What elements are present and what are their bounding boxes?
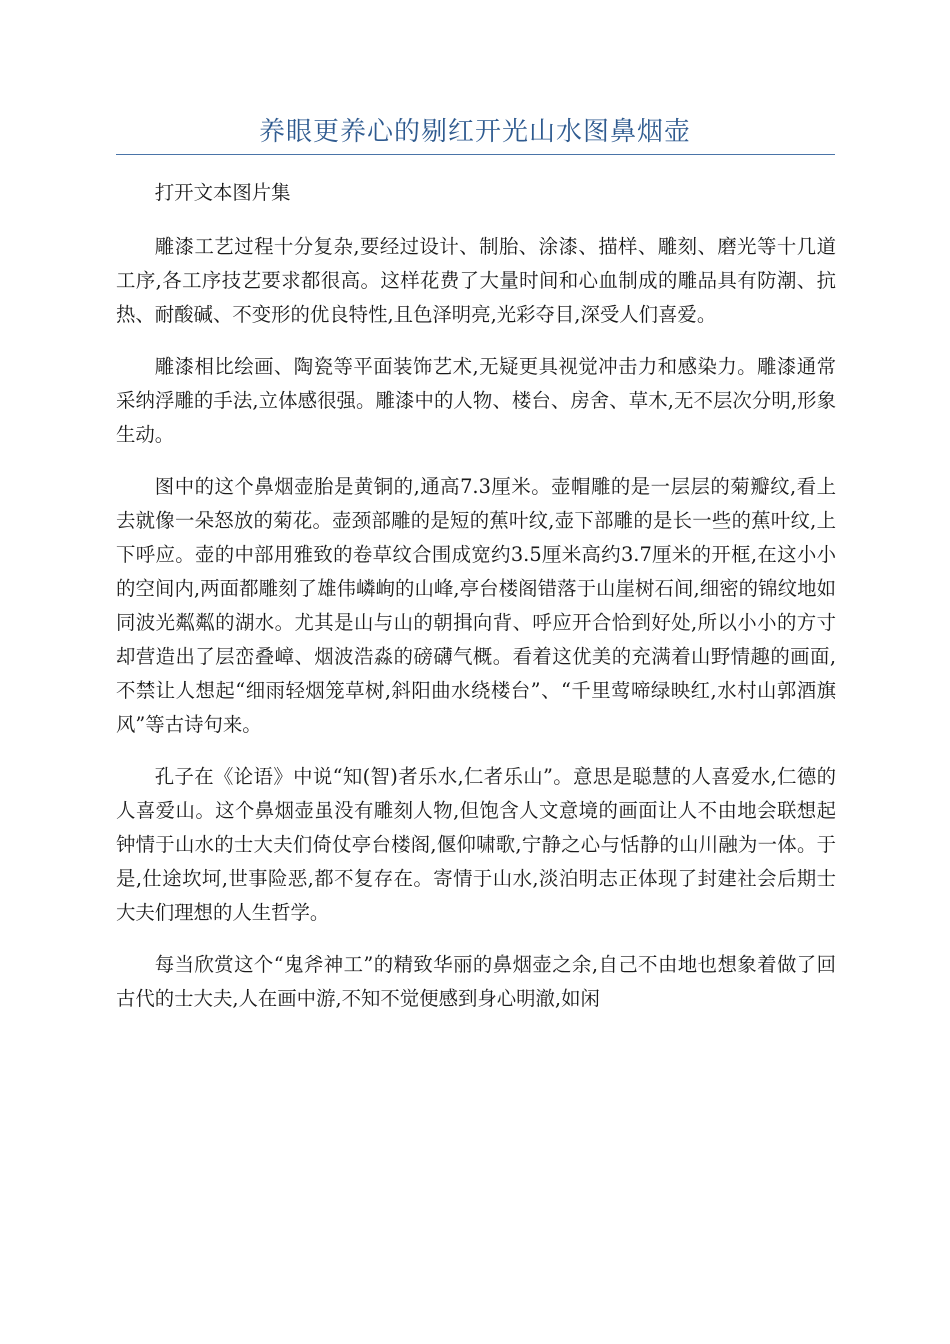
- open-gallery-text: 打开文本图片集: [154, 181, 291, 204]
- article-body: [116, 176, 836, 1034]
- paragraph: 雕漆相比绘画、陶瓷等平面装饰艺术,无疑更具视觉冲击力和感染力。雕漆通常采纳浮雕的手法,立体感很强。雕漆中的人物、楼台、房舍、草木,无不层次分明,形象生动。: [116, 355, 836, 446]
- paragraph: 每当欣赏这个“鬼斧神工”的精致华丽的鼻烟壶之余,自己不由地也想象着做了回古代的士大夫,人在画中游,不知不觉便感到身心明澈,如闲: [116, 953, 836, 1010]
- page-title: 养眼更养心的剔红开光山水图鼻烟壶: [258, 117, 691, 147]
- paragraph: 图中的这个鼻烟壶胎是黄铜的,通高7.3厘米。壶帽雕的是一层层的菊瓣纹,看上去就像一朵怒放的菊花。壶颈部雕的是短的蕉叶纹,壶下部雕的是长一些的蕉叶纹,上下呼应。壶的中部用雅致的卷草纹合围成宽约3.5厘米高约3.7厘米的开框,在这小小的空间内,两面都雕刻了雄伟嶙峋的山峰,亭台楼阁错落于山崖树石间,细密的锦纹地如同波光粼粼的湖水。尤其是山与山的朝揖向背、呼应开合恰到好处,所以小小的方寸却营造出了层峦叠嶂、烟波浩淼的磅礴气概。看着这优美的充满着山野情趣的画面,不禁让人想起“细雨轻烟笼草树,斜阳曲水绕楼台”、“千里莺啼绿映红,水村山郭酒旗风”等古诗句来。: [116, 475, 836, 736]
- paragraph: 孔子在《论语》中说“知(智)者乐水,仁者乐山”。意思是聪慧的人喜爱水,仁德的人喜爱山。这个鼻烟壶虽没有雕刻人物,但饱含人文意境的画面让人不由地会联想起钟情于山水的士大夫们倚仗亭台楼阁,偃仰啸歌,宁静之心与恬静的山川融为一体。于是,仕途坎坷,世事险恶,都不复存在。寄情于山水,淡泊明志正体现了封建社会后期士大夫们理想的人生哲学。: [116, 765, 836, 924]
- title-underline: [116, 154, 835, 155]
- paragraph: 雕漆工艺过程十分复杂,要经过设计、制胎、涂漆、描样、雕刻、磨光等十几道工序,各工序技艺要求都很高。这样花费了大量时间和心血制成的雕品具有防潮、抗热、耐酸碱、不变形的优良特性,且色泽明亮,光彩夺目,深受人们喜爱。: [116, 235, 836, 326]
